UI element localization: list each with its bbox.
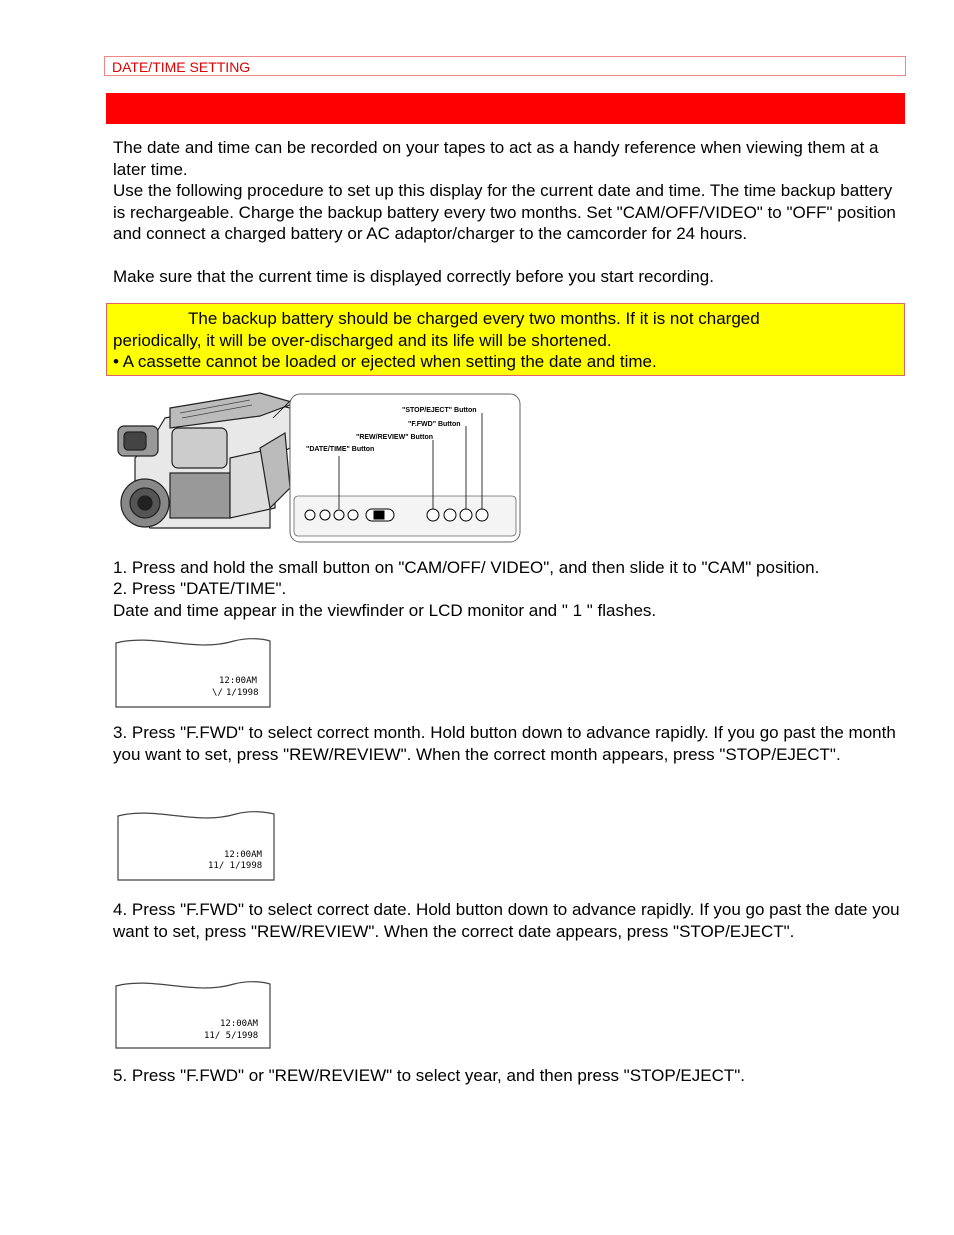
section-header <box>104 56 906 76</box>
display-1-time: 12:00AM <box>219 676 257 686</box>
display-3-time: 12:00AM <box>220 1019 258 1029</box>
stop-eject-button-label: "STOP/EJECT" Button <box>402 407 477 414</box>
display-2-time: 12:00AM <box>224 850 262 860</box>
step-5: 5. Press "F.FWD" or "REW/REVIEW" to select year, and then press "STOP/EJECT". <box>113 1066 746 1085</box>
step-3: 3. Press "F.FWD" to select correct month. Hold button down to advance rapidly. If you go past the month you want to set, press "REW/REVIEW". When the correct month appears, press "STOP/EJECT". <box>113 723 896 764</box>
ffwd-button-label: "F.FWD" Button <box>408 421 461 428</box>
intro-paragraph-3: Make sure that the current time is displayed correctly before you start recording. <box>113 267 714 286</box>
display-2-date: 11/ 1/1998 <box>208 861 263 871</box>
viewfinder-display-2 <box>116 808 278 883</box>
note-line-3: • A cassette cannot be loaded or ejected when setting the date and time. <box>113 352 657 371</box>
flash-mark: \/ <box>212 688 223 698</box>
step-1: 1. Press and hold the small button on "CAM/OFF/ VIDEO", and then slide it to "CAM" position. <box>113 558 820 577</box>
intro-paragraph-1: The date and time can be recorded on your tapes to act as a handy reference when viewing them at a later time. <box>113 138 879 179</box>
viewfinder-display-3 <box>114 978 274 1053</box>
note-line-2: periodically, it will be over-discharged and its life will be shortened. <box>113 330 612 350</box>
intro-paragraph-2: Use the following procedure to set up this display for the current date and time. The time backup battery is rechargeable. Charge the backup battery every two months. Set "CAM/OFF/VIDEO" to "OFF" position and connect a charged battery or AC adaptor/charger to the camcorder for 24 hours. <box>113 181 896 243</box>
step-4: 4. Press "F.FWD" to select correct date. Hold button down to advance rapidly. If you go past the date you want to set, press "REW/REVIEW". When the correct date appears, press "STOP/EJECT". <box>113 900 900 941</box>
display-3-date: 11/ 5/1998 <box>204 1031 259 1041</box>
date-time-button-label: "DATE/TIME" Button <box>306 446 375 453</box>
note-box <box>106 303 905 376</box>
camcorder-illustration <box>110 388 525 546</box>
step-2: 2. Press "DATE/TIME". <box>113 579 287 598</box>
display-1-date: 1/1998 <box>226 688 259 698</box>
viewfinder-display-1 <box>114 635 274 710</box>
section-title: DATE/TIME SETTING <box>112 59 251 75</box>
note-line-1: The backup battery should be charged every two months. If it is not charged <box>188 309 760 328</box>
step-2-detail: Date and time appear in the viewfinder or LCD monitor and " 1 " flashes. <box>113 601 657 620</box>
title-bar <box>106 93 905 124</box>
rew-review-button-label: "REW/REVIEW" Button <box>356 434 434 441</box>
